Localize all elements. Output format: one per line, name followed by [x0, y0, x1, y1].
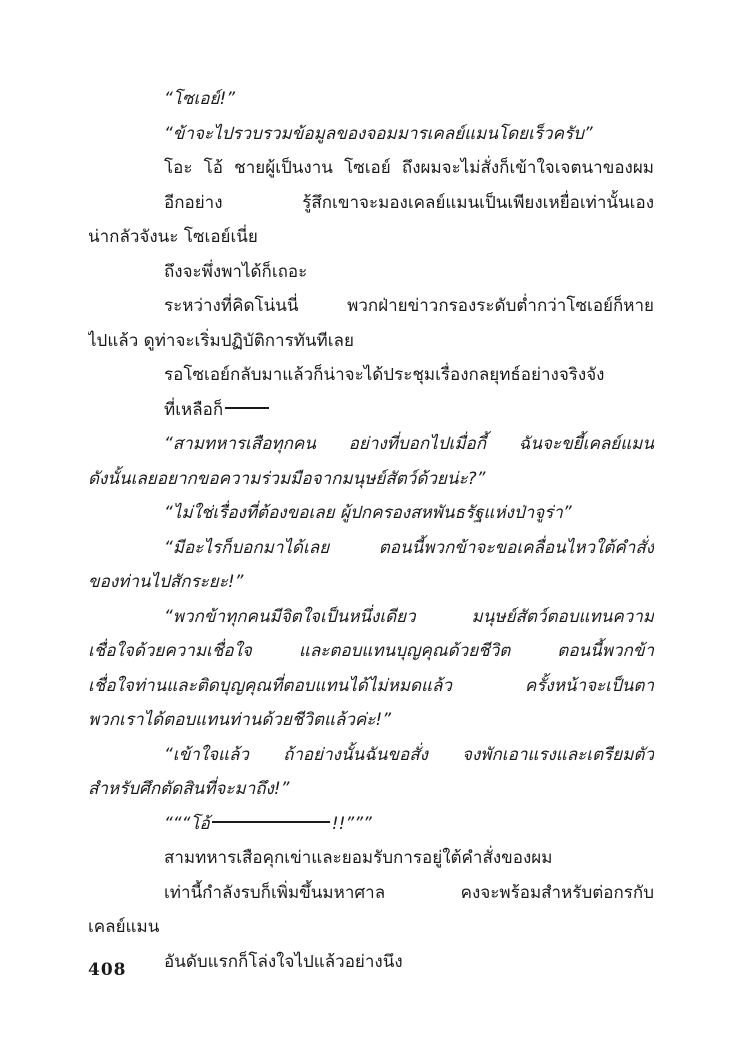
text-line: [88, 910, 654, 945]
em-dash-rule: [212, 821, 330, 823]
text-line-content: “เข้าใจแล้ว ถ้าอย่างนั้นฉันขอสั่ง จงพักเอาแรงและเตรียมตัว: [164, 744, 654, 765]
text-line: [88, 772, 654, 807]
text-line-content: สามทหารเสือคุกเข่าและยอมรับการอยู่ใต้คำสั่งของผม: [164, 848, 553, 868]
text-line-content: รอโซเอย์กลับมาแล้วก็น่าจะได้ประชุมเรื่องกลยุทธ์อย่างจริงจัง: [164, 365, 605, 385]
text-line: [88, 841, 654, 876]
text-line: [88, 945, 654, 980]
text-line: [88, 289, 654, 324]
text-line: [88, 565, 654, 600]
text-line-content: ไปแล้ว ดูท่าจะเริ่มปฏิบัติการทันทีเลย: [88, 330, 354, 351]
text-line-content: เคลย์แมน: [88, 917, 160, 937]
text-line-content: “สามทหารเสือทุกคน อย่างที่บอกไปเมื่อกี้ ฉันจะขยี้เคลย์แมน: [164, 434, 654, 454]
em-dash-rule: [225, 407, 269, 409]
text-line-content: สำหรับศึกตัดสินที่จะมาถึง!”: [88, 779, 290, 799]
text-line-content: ของท่านไปสักระยะ!”: [88, 572, 244, 592]
text-line: [88, 703, 654, 738]
text-line-content: อันดับแรกก็โล่งใจไปแล้วอย่างนึง: [164, 951, 403, 972]
text-line-content: “ข้าจะไปรวบรวมข้อมูลของจอมมารเคลย์แมนโดยเร็วครับ”: [164, 123, 593, 144]
text-line: [88, 324, 654, 359]
text-line-content: “ไม่ใช่เรื่องที่ต้องขอเลย ผู้ปกครองสหพันธรัฐแห่งป่าจูร่า”: [164, 503, 572, 523]
text-line: [88, 186, 654, 221]
text-line-suffix: !!”””: [331, 813, 372, 834]
text-line: [88, 496, 654, 531]
text-line: [88, 255, 654, 290]
text-line-content: พวกเราได้ตอบแทนท่านด้วยชีวิตแล้วค่ะ!”: [88, 710, 392, 730]
text-line: [88, 220, 654, 255]
text-line-content: น่ากลัวจังนะ โซเอย์เนี่ย: [88, 227, 258, 247]
text-line: [88, 117, 654, 152]
text-line: [88, 876, 654, 911]
text-line-content: ถึงจะพึ่งพาได้ก็เถอะ: [164, 261, 308, 282]
text-line-content: “โซเอย์!”: [164, 89, 236, 109]
page-number: 408: [88, 960, 127, 980]
text-line-content: โอะ โอ้ ชายผู้เป็นงาน โซเอย์ ถึงผมจะไม่สั่งก็เข้าใจเจตนาของผม: [164, 158, 654, 178]
text-line: [88, 600, 654, 635]
text-line-content: อีกอย่าง รู้สึกเขาจะมองเคลย์แมนเป็นเพียงเหยื่อเท่านั้นเอง: [164, 192, 654, 213]
text-line-content: ระหว่างที่คิดโน่นนี่ พวกฝ่ายข่าวกรองระดับต่ำกว่าโซเอย์ก็หาย: [164, 296, 654, 316]
text-line-content: “มีอะไรก็บอกมาได้เลย ตอนนี้พวกข้าจะขอเคลื่อนไหวใต้คำสั่ง: [164, 537, 654, 558]
text-line: [88, 462, 654, 497]
text-line: [88, 669, 654, 704]
text-line: [88, 427, 654, 462]
text-line: [88, 82, 654, 117]
text-line: [88, 531, 654, 566]
text-line: [88, 393, 654, 428]
text-line-content: เชื่อใจด้วยความเชื่อใจ และตอบแทนบุญคุณด้วยชีวิต ตอนนี้พวกข้า: [88, 641, 654, 661]
text-line-content: เท่านี้กำลังรบก็เพิ่มขึ้นมหาศาล คงจะพร้อมสำหรับต่อกรกับ: [164, 882, 654, 903]
text-line-content: ดังนั้นเลยอยากขอความร่วมมือจากมนุษย์สัตว์ด้วยน่ะ?”: [88, 468, 486, 489]
text-line-content: “พวกข้าทุกคนมีจิตใจเป็นหนึ่งเดียว มนุษย์สัตว์ตอบแทนความ: [164, 606, 654, 627]
text-line: [88, 634, 654, 669]
page-body-text: [88, 82, 654, 979]
text-line: [88, 151, 654, 186]
text-line-content: “““โอ้: [164, 813, 210, 834]
text-line: [88, 807, 654, 842]
text-line: [88, 358, 654, 393]
text-line: [88, 738, 654, 773]
text-line-content: ที่เหลือก็: [164, 399, 224, 420]
text-line-content: เชื่อใจท่านและติดบุญคุณที่ตอบแทนได้ไม่หมดแล้ว ครั้งหน้าจะเป็นตา: [88, 675, 654, 696]
